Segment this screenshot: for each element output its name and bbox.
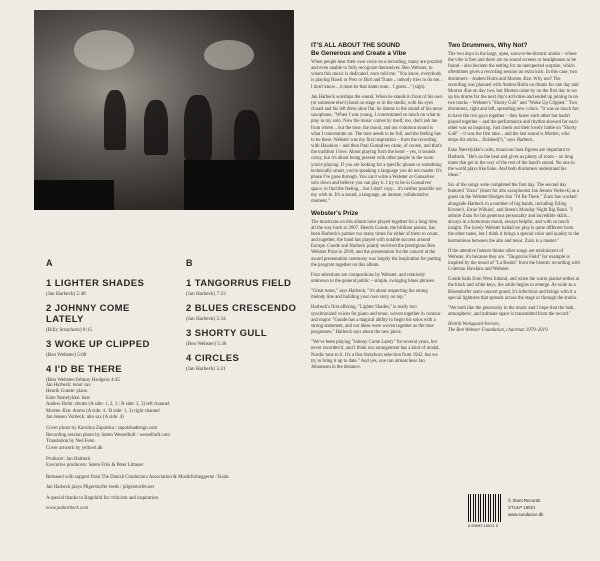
paragraph: The two days in the large, open, soon-to-be-historic studio – where the vibe is free and there are no sound screens or headphones to be found – also became the setting for an unexpected surprise, which oftentimes gives a recording session an extra kick. In this case, two drummers – Anders Holm and Morten Ærø. Why not? The recording was planned with Anders Holm on drums for one day and Morten Ærø on day two, but Morten came by on the first day to set up his drums for the next day's activities and ended up joining in on two tracks – Webster's "Shorty Gull" and "Woke Up Clipped." Two drummers, right and left, spreading new colors. "It was so much fun to have the two guys together – they knew each other but hadn't played together – and the performance and rhythm showed for each other was so inspiring. Just check out their lovely battle on "Shorty Gull" – it was the first take... and the last sound is Morten, who drops his sticks... finished(!)," says Harbeck.: [448, 52, 579, 144]
track-item: [186, 303, 304, 322]
track-title: 4 CIRCLES: [186, 353, 240, 364]
recording-session-photo: [34, 10, 294, 210]
paragraph: Six of the songs were completed the first day. The second day featured "Zuzu" (short for alto saxophonist Jan Jensen Vorbeck) as a guest on the Webster/Hodges duo "I'd Be There." Zuzu has worked alongside Harbeck in a number of big bands, including Erling Kroner's, Ernie Wilkins', and Steen's Monday Night Big Band. "I admire Zuzu for his generous personality and incredible skills... always in a humorous mood, always helpful, and with so much insight. The lovely Webster ballad we play is quite different from the other tunes, but I think it brings a special color and quality to the harmonious between the alto and tenor. Zuzu is a master.": [448, 183, 580, 244]
track-item: [46, 303, 164, 333]
label-website: www.sundance.dk: [508, 512, 544, 517]
section-heading: Two Drummers, Why Not?: [448, 42, 528, 49]
paragraph: Harbeck's first offering, "Lighter Shades," is really two synchronized voices for piano and tenor, woven together in contour and major. "Gunde has a magical ability to begin his solos with a strong statement, and our ideas were woven together as the tune progresses," Harbeck says about the new piece.: [311, 305, 441, 336]
release-line: Jan Harbeck plays Pilgerstorfer reeds / pilgerstorfer.net: [46, 485, 154, 491]
paragraph: "Great tunes," says Harbeck, "it's about respecting the strong melody line and building your own story on top.": [311, 289, 428, 301]
production-line: Cover photo by Karolina Zapolska / zapolskadesign.com: [46, 426, 158, 432]
track-item: [186, 278, 304, 297]
side-a: [46, 258, 164, 389]
barcode-block: [468, 494, 568, 534]
track-meta: (Jan Harbeck) 7:23: [186, 291, 226, 297]
track-item: [186, 353, 304, 372]
track-meta: (Jan Harbeck) 5:48: [46, 291, 86, 297]
studio-light: [74, 30, 134, 70]
track-title: 3 SHORTY GULL: [186, 328, 268, 339]
musician-figure: [104, 90, 126, 150]
musician-figure: [234, 110, 260, 160]
paragraph: Four selections are compositions by Webster, and relatively unknown to the general public – simple, swinging blues phrases.: [311, 272, 436, 284]
musician-figure: [144, 100, 168, 155]
release-line: Released with support from The Danish Conductors Association & Musikforlæggerne / Koda: [46, 474, 229, 480]
paragraph: Eske Nørrelykke's calm, tenacious bass figures are important to Harbeck. "He's on the beat and gives us plenty of room – no long tones that get in the way of the rest of the band's sound. No one in the world plays like Eske. And both drummers understand his ideas.": [448, 148, 575, 178]
track-item: [186, 328, 304, 347]
producer-line: Producer: Jan Harbeck: [46, 457, 91, 463]
personnel-line: Henrik Gunde: piano: [46, 389, 88, 395]
track-title: 3 WOKE UP CLIPPED: [46, 339, 150, 350]
track-item: [46, 339, 164, 358]
side-b-letter: B: [186, 258, 194, 268]
personnel-line: Jan Harbeck: tenor sax: [46, 383, 91, 388]
personnel-list: [46, 383, 296, 421]
production-line: Translation by Ned Fenn: [46, 439, 95, 445]
track-meta: (Ben Webster) 5:36: [186, 341, 227, 347]
personnel-line: Morten Ærø: drums (A side: 4 / B side: 1, 3) right channel: [46, 408, 160, 414]
paragraph: "We've been playing "Johnny Come Lately" for several years, but never recorded it, and I think our arrangement has a kind of modal, Nordic tone to it. It's a fine Strayhorn selection from 1942, but we try to bring it up to date." And yes, one can almost hear Jan Johansson in the distance.: [311, 340, 440, 370]
track-title: 1 LIGHTER SHADES: [46, 278, 145, 289]
producer-line: Executive producers: Søren Friis & Peter Littauer: [46, 463, 144, 469]
paragraph: The musicians on this album have played together for a long time, all the way back to 2007. Henrik Gunde, the brilliant pianist, has been Harbeck's partner too many times for either of them to count, and together, the band has played with notable success around Europe. Gunde and Harbeck jointly received the prestigious Ben Webster Prize in 2018, and the presentation for the concert at the award presentation ceremony was largely the inspiration for putting the program together on this album.: [311, 219, 441, 268]
paragraph: Jan Harbeck worships the sound. When he stands in front of his own (or someone else's) band on stage or in the studio, with his eyes closed and his left dress shoe flat, he listens to the sound of his tenor saxophone. "When I was young, I concentrated so much on what to play in my solo. Now the music comes by itself, too, don't ask me from where... but the tone, the mood, and our common sound is what I concentrate on. The tone needs to be full, and the feeling has to be there. Webster was my first inspiration – from the recording with Hawkins – and then Paul Gonsalves came, of course, and that's the tradition I love. About playing from the heart – yes, it sounds corny, but it's about being present with other people in the room you're playing. If you are looking for a specific phrase or something technically smart, you're speaking a language you do not master. It's phase I've gone through. You can't write a Webster or Gonsalves solo down and believe you can play it. I try to be in Gonsalves' space, to find the feeling... but I don't copy... it's neither possible nor my wish to. It's a sound, a language, an intense, collaborative moment.": [311, 94, 443, 205]
author-signature: Henrik Wolsgaard-Iversen, The Ben Webster Foundation, chairman 1979–2019.: [448, 322, 549, 334]
track-meta: (Jan Harbeck) 5:21: [186, 366, 226, 372]
musician-figure: [184, 95, 212, 160]
personnel-line: Anders Holm: drums (A side: 1, 2, 3 / B side: 2, 3) left channel: [46, 402, 170, 408]
release-line: A special thanks to Ragnhild for criticism and inspiration: [46, 495, 158, 501]
track-title: 2 BLUES CRESCENDO: [186, 303, 297, 314]
track-title: 2 JOHNNY COME LATELY: [46, 303, 130, 325]
liner-notes-column-2: [448, 42, 580, 339]
section-heading: Webster's Prize: [311, 209, 359, 217]
paragraph: "We both like the generosity in the music and I hope that the lush, atmospheric, and intimate space is transmitted from the record.": [448, 305, 575, 318]
grand-piano: [184, 160, 294, 210]
barcode-number: 6 63993 19021 5: [468, 523, 499, 528]
producer-credits: [46, 457, 296, 470]
paragraph: Gunde hails from West Jutland, and when the warm pianist settles at the black and white keys, the smile begins to emerge. As wide as a Bösendorfer semi-concert grand, it's infectious and brings with it a special lightness that spreads across the stage or through the studio.: [448, 277, 580, 301]
track-item: [46, 364, 164, 383]
personnel-line: Jan Jensen Vorbeck: alto sax (A side: 4): [46, 415, 124, 421]
track-item: [46, 278, 164, 297]
studio-light: [204, 40, 254, 70]
production-line: Recording session photo by Søren Wesselhoft / wesselhoft.com: [46, 432, 170, 438]
paragraph: When people hear their own voice on a recording, many are puzzled and even unable to fully recognize themselves. Ben Webster, to whom this music is dedicated, once told me: "You know, everybody is playing Hawk or Prez or Bird and Trane... nobody tries to do me... I don't know... it must be that damn tone... I guess..." (sigh).: [311, 60, 443, 90]
catalog-number: STULP 19021: [508, 505, 536, 510]
production-credits: [46, 426, 296, 452]
liner-notes-column-1: [311, 42, 443, 375]
barcode: [468, 494, 502, 522]
production-line: Cover artwork by yellowl.dk: [46, 445, 103, 451]
personnel-line: Eske Nørrelykke: bass: [46, 395, 91, 401]
release-notes: [46, 475, 296, 513]
track-meta: (Ben Webster) 5:00: [46, 352, 87, 358]
track-meta: (Jan Harbeck) 5:34: [186, 316, 226, 322]
section-heading: IT'S ALL ABOUT THE SOUND Be Generous and Create a Vibe: [311, 42, 407, 57]
track-title: 1 TANGORRUS FIELD: [186, 278, 292, 289]
track-meta: (Ben Webster/Johnny Hodges) 4:45: [46, 377, 120, 383]
track-meta: (Billy Strayhorn) 8:15: [46, 327, 93, 333]
website-link[interactable]: www.janharbeck.com: [46, 506, 89, 512]
paragraph: If the attentive listener thinks other songs are reminiscent of Webster, it's because they are. "Tangorrus Field" for example is inspired by the mood of "La Rosita" from the historic recording with Coleman Hawkins and Webster.: [448, 248, 580, 273]
label-name: © Stunt Records: [508, 498, 541, 503]
drum-kit: [34, 180, 114, 210]
track-title: 4 I'D BE THERE: [46, 364, 122, 375]
side-a-letter: A: [46, 258, 54, 268]
credits: [46, 383, 296, 518]
side-b: [186, 258, 304, 378]
